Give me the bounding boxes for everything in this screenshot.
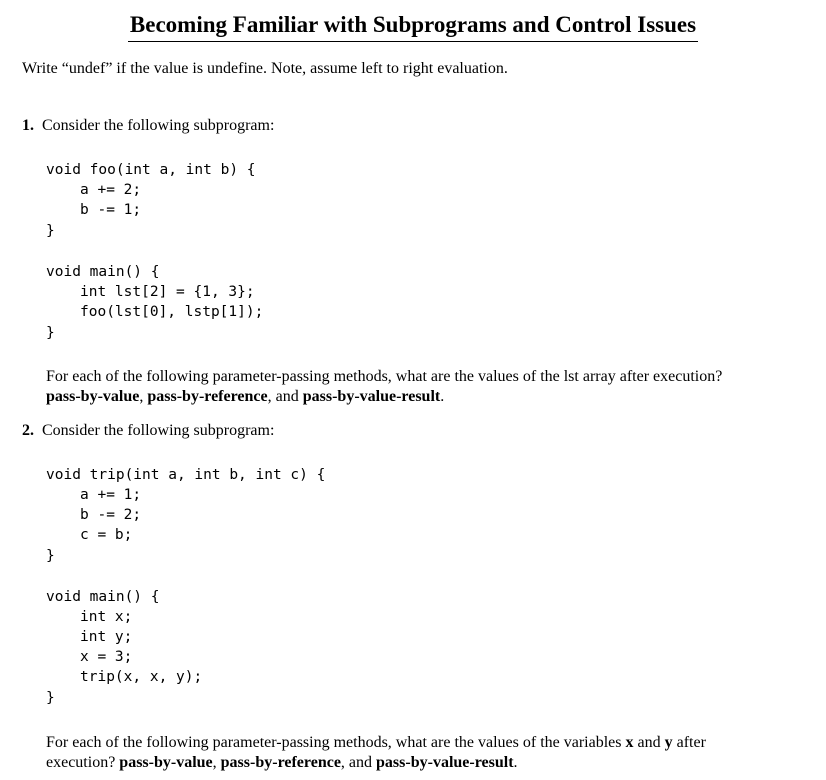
q1-method-value-result: pass-by-value-result xyxy=(302,388,441,405)
q2-question-mid: after execution? xyxy=(46,734,706,771)
q2-var-x: x xyxy=(625,734,634,751)
question-2-text xyxy=(46,733,746,773)
q1-foo-line-1: a += 2; xyxy=(80,182,142,198)
page-title-text: Becoming Familiar with Subprograms and Control Issues xyxy=(128,10,698,42)
q1-main-line-2: foo(lst[0], lstp[1]); xyxy=(80,304,264,320)
q1-method-value: pass-by-value xyxy=(46,388,140,405)
q2-sep-1: , xyxy=(212,754,221,771)
q2-question-lead: For each of the following parameter-passing methods, what are the values of the variables xyxy=(46,734,626,751)
q1-main-line-1: int lst[2] = {1, 3}; xyxy=(80,284,255,300)
intro-text: Write “undef” if the value is undefine. Note, assume left to right evaluation. xyxy=(22,60,508,77)
q2-method-reference: pass-by-reference xyxy=(220,754,341,771)
q1-foo-close: } xyxy=(46,223,55,239)
q2-main-line-1: int x; xyxy=(80,609,133,625)
q1-main-signature: void main() { xyxy=(46,264,160,280)
q2-trip-line-3: c = b; xyxy=(80,527,133,543)
q2-end: . xyxy=(513,754,518,771)
question-1-heading xyxy=(22,116,274,136)
q2-trip-close: } xyxy=(46,548,55,564)
q2-main-signature: void main() { xyxy=(46,589,160,605)
question-1-number: 1. xyxy=(22,117,34,134)
q1-foo-signature: void foo(int a, int b) { xyxy=(46,162,256,178)
question-2-heading xyxy=(22,421,274,441)
q2-sep-2: , and xyxy=(340,754,377,771)
q1-end: . xyxy=(440,388,445,405)
question-2-prompt: Consider the following subprogram: xyxy=(42,422,275,439)
q1-main-close: } xyxy=(46,325,55,341)
q2-main-line-3: x = 3; xyxy=(80,649,133,665)
q2-and: and xyxy=(633,734,665,751)
q2-trip-line-1: a += 1; xyxy=(80,487,142,503)
page-title xyxy=(0,10,826,42)
q2-trip-signature: void trip(int a, int b, int c) { xyxy=(46,467,326,483)
q1-foo-line-2: b -= 1; xyxy=(80,202,142,218)
q2-method-value: pass-by-value xyxy=(119,754,213,771)
q2-main-close: } xyxy=(46,690,55,706)
q2-method-value-result: pass-by-value-result xyxy=(376,754,514,771)
q1-sep-2: , and xyxy=(267,388,303,405)
q1-question-lead: For each of the following parameter-passing methods, what are the values of the lst array after execution? xyxy=(46,368,723,385)
q1-sep-1: , xyxy=(139,388,148,405)
q2-main-line-2: int y; xyxy=(80,629,133,645)
question-2-number: 2. xyxy=(22,422,34,439)
q1-method-reference: pass-by-reference xyxy=(147,388,268,405)
question-1-prompt: Consider the following subprogram: xyxy=(42,117,275,134)
q2-var-y: y xyxy=(664,734,673,751)
q2-trip-line-2: b -= 2; xyxy=(80,507,142,523)
q2-main-line-4: trip(x, x, y); xyxy=(80,669,203,685)
question-1-text xyxy=(46,367,746,407)
